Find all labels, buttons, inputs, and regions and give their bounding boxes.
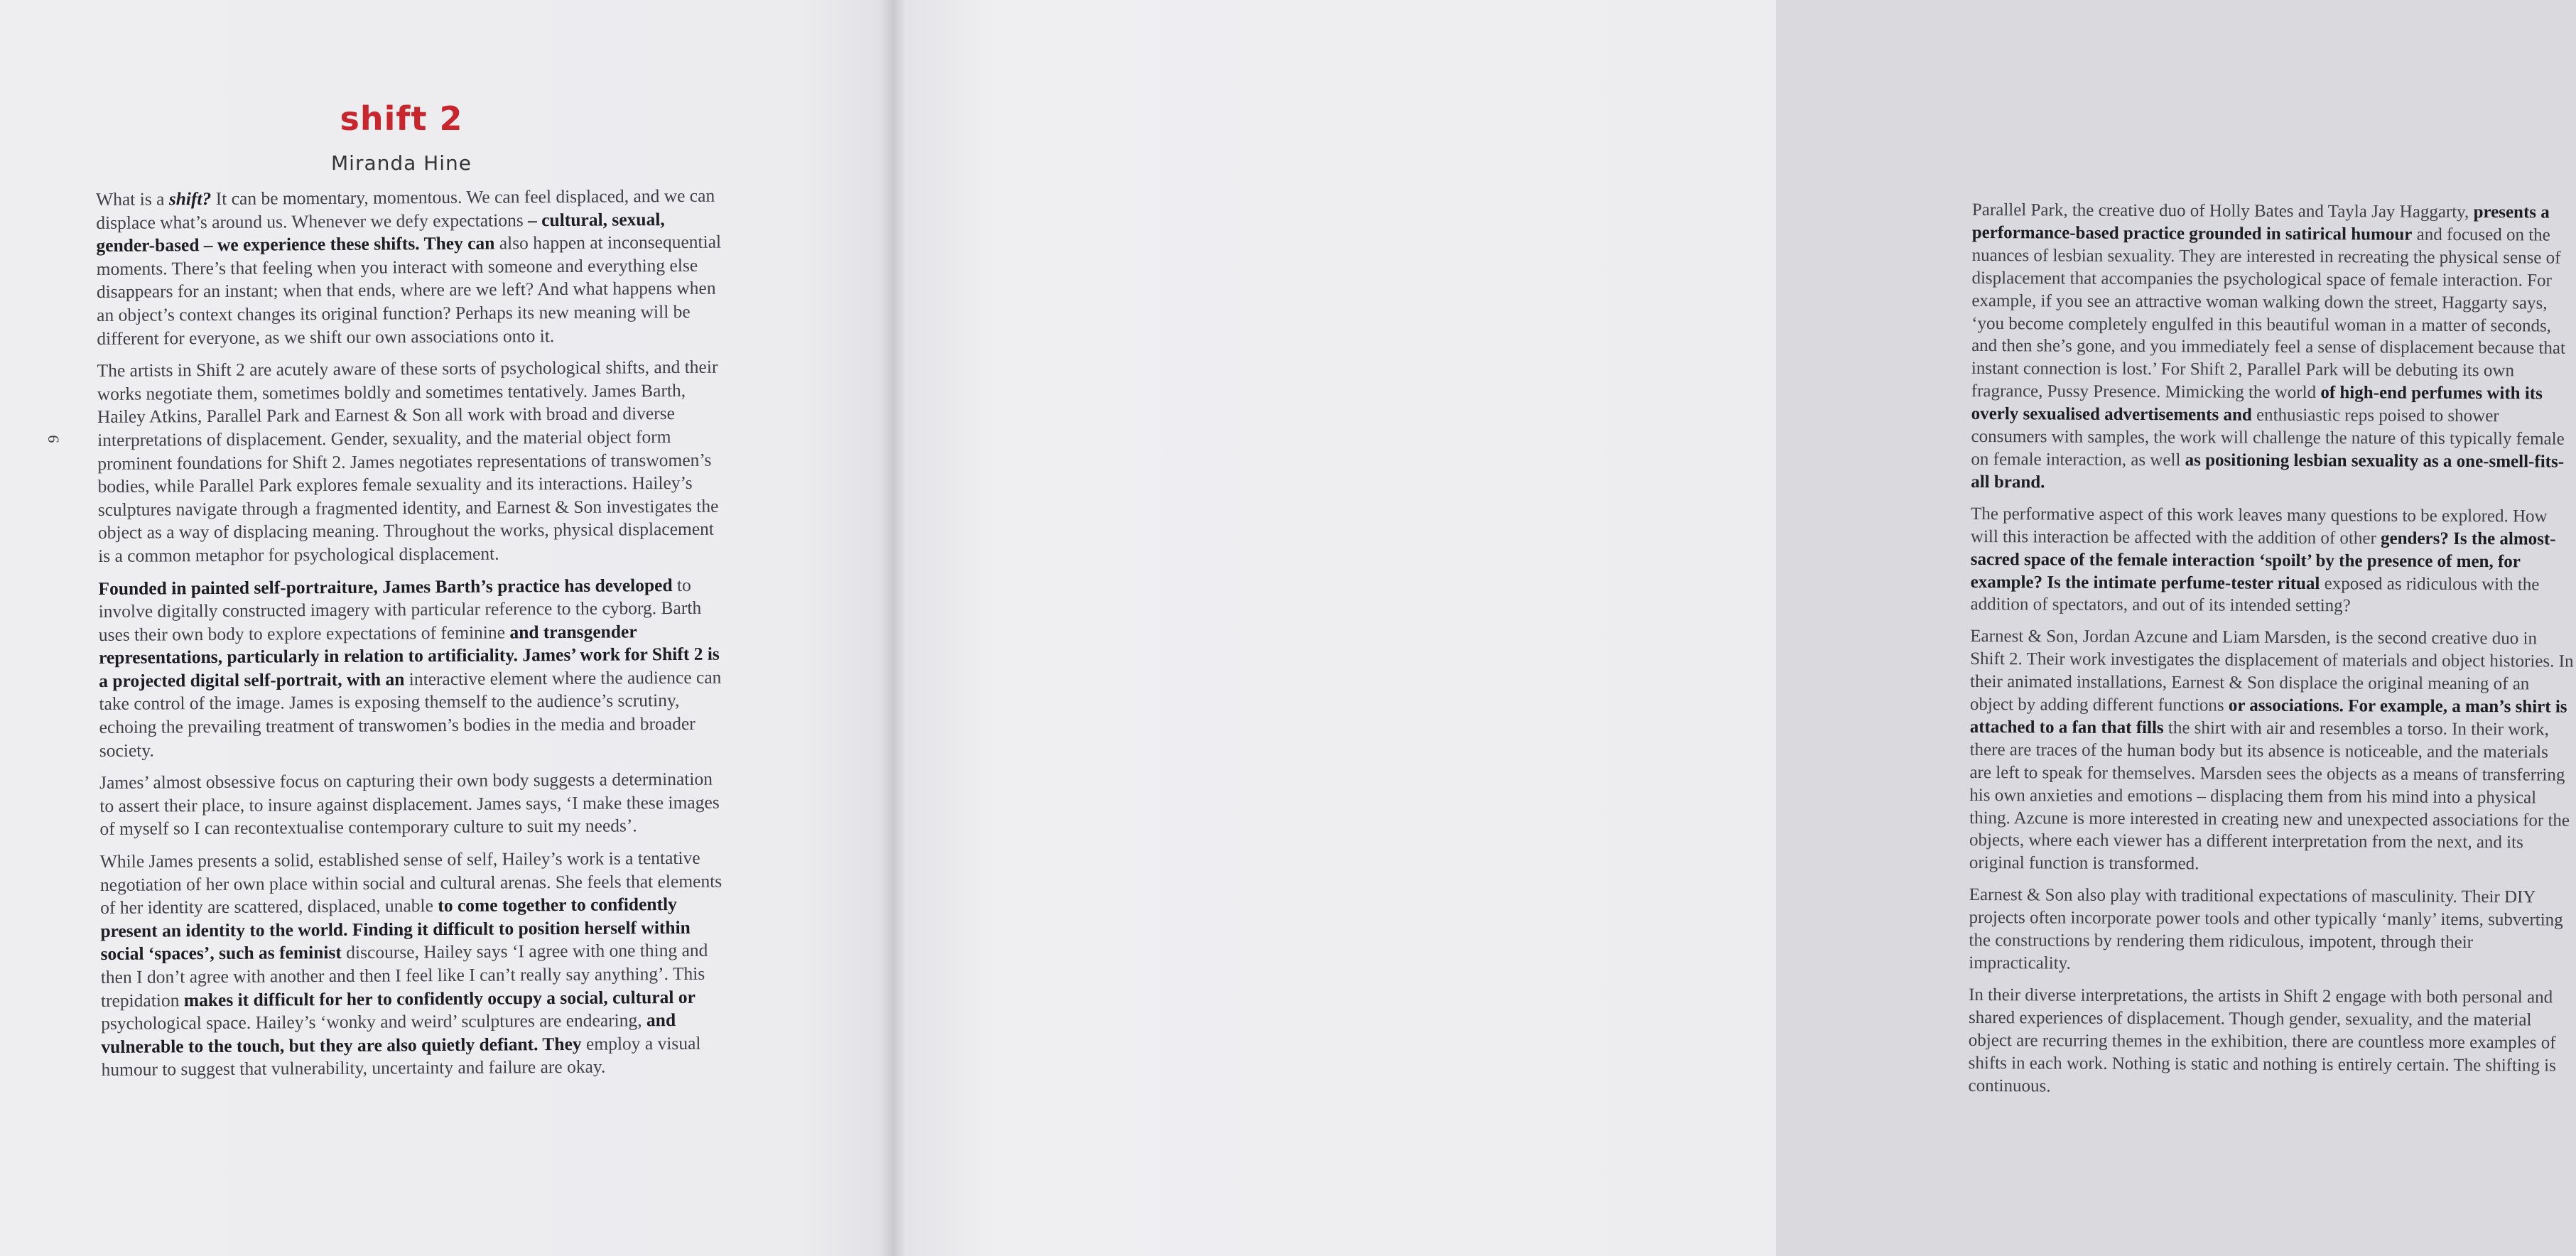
bold-text (169, 188, 212, 209)
bold-text: as positioning lesbian sexuality as a one-smell-fits-all brand. (1971, 450, 2565, 492)
bold-text: and transgender representations, particularly in relation to artificiality. James’ work for Shift 2 is a projected digital self-portrait, with an (98, 621, 720, 691)
bold-text: – cultural, sexual, gender-based – we experience these shifts. They can (96, 208, 665, 256)
text-run: enthusiastic reps poised to shower consumers with samples, the work will challenge the nature of this typically female on female interaction, as well (1971, 405, 2565, 470)
text-run: The performative aspect of this work leaves many questions to be explored. How will this interaction be affected with the addition of other (1970, 504, 2548, 548)
bold-text: to come together to confidently present an identity to the world. Finding it difficult to position herself within social ‘spaces’, such as feminist (100, 894, 691, 965)
text-run: Earnest & Son also play with traditional expectations of masculinity. Their DIY projects often incorporate power tools and other typically ‘manly’ items, subverting the constructions by rendering them ridiculous, impotent, through their impracticality. (1969, 885, 2563, 973)
text-run: to involve digitally constructed imagery with particular reference to the cyborg. Barth uses their own body to explore expectations of feminine (98, 574, 702, 645)
body-paragraph (1969, 625, 2575, 877)
article-author: Miranda Hine (331, 151, 472, 175)
bold-text: or associations. For example, a man’s shirt is attached to a fan that fills (1969, 695, 2567, 738)
right-body-text (1968, 199, 2576, 1100)
text-run: In their diverse interpretations, the artists in Shift 2 engage with both personal and shared experiences of displacement. Though gender, sexuality, and the material object are recurring themes in the exhibition, there are countless more examples of shifts in each work. Nothing is static and nothing is entirely certain. The shifting is continuous. (1968, 985, 2556, 1096)
bold-text: presents a performance-based practice grounded in satirical humour (1971, 202, 2550, 244)
text-run: psychological space. Hailey’s ‘wonky and weird’ sculptures are endearing, (101, 1009, 647, 1034)
text-run: Earnest & Son, Jordan Azcune and Liam Marsden, is the second creative duo in Shift 2. Their work investigates the displacement of materials and object histories. In their animated installations, Earnest & Son displace the original meaning of an object by adding different functions (1969, 627, 2574, 715)
page-number: 9 (44, 435, 63, 443)
text-run: employ a visual humour to suggest that vulnerability, uncertainty and failure are okay. (101, 1032, 701, 1081)
text-run: also happen at inconsequential moments. There’s that feeling when you interact with someone and everything else disappears for an instant; when that ends, where are we left? And what happens when an object’s context changes its original function? Perhaps its new meaning will be different for everyone, as we shift our own associations onto it. (96, 231, 722, 349)
body-paragraph (1969, 884, 2573, 977)
bold-text: Founded in painted self-portraiture, James Barth’s practice has developed (98, 574, 673, 599)
text-run: the shirt with air and resembles a torso. In their work, there are traces of the human body but its absence is noticeable, and the materials are left to speak for themselves. Marsden sees the objects as a means of transferring his own anxieties and emotions – displacing them from his mind into a physical thing. Azcune is more interested in creating new and unexpected associations for the objects, where each viewer has a different interpretation from the next, and its original function is transformed. (1969, 718, 2570, 874)
text-run: interactive element where the audience can take control of the image. James is exposing themself to the audience’s scrutiny, echoing the prevailing treatment of transwomen’s bodies in the media and broader society. (99, 666, 722, 761)
left-page (0, 0, 888, 1256)
text-run: James’ almost obsessive focus on capturing their own body suggests a determination to assert their place, to insure against displacement. James says, ‘I make these images of myself so I can recontextualise contemporary culture to suit my needs’. (99, 768, 720, 840)
left-body-text (96, 185, 727, 1082)
body-paragraph (97, 356, 723, 568)
article-title: shift 2 (340, 99, 463, 138)
text-run: What is a (96, 188, 169, 210)
body-paragraph (98, 573, 725, 762)
text-run: While James presents a solid, established sense of self, Hailey’s work is a tentative negotiation of her own place within social and cultural arenas. She feels that elements of her identity are scattered, displaced, unable (99, 847, 723, 919)
text-run: Parallel Park, the creative duo of Holly Bates and Tayla Jay Haggarty, (1971, 200, 2474, 222)
text-run: The artists in Shift 2 are acutely aware of these sorts of psychological shifts, and their works negotiate them, sometimes boldly and sometimes tentatively. James Barth, Hailey Atkins, Parallel Park and Earnest & Son all work with broad and diverse interpretations of displacement. Gender, sexuality, and the material object form prominent foundations for Shift 2. James negotiates representations of transwomen’s bodies, while Parallel Park explores female sexuality and its interactions. Hailey’s sculptures navigate through a fragmented identity, and Earnest & Son investigates the object as a way of displacing meaning. Throughout the works, physical displacement is a common metaphor for psychological displacement. (97, 356, 719, 566)
text-run: It can be momentary, momentous. We can feel displaced, and we can displace what’s around us. Whenever we defy expectations (96, 185, 715, 233)
bold-text: makes it difficult for her to confidently occupy a social, cultural or (183, 986, 696, 1010)
bold-text: of high-end perfumes with its overly sexualised advertisements and (1971, 383, 2543, 425)
body-paragraph (100, 847, 727, 1082)
text-run: exposed as ridiculous with the addition of spectators, and out of its intended setting? (1970, 573, 2540, 616)
text-run: and focused on the nuances of lesbian sexuality. They are interested in recreating the physical sense of displacement that accompanies the psychological space of female interaction. For example, if you see an attractive woman walking down the street, Haggarty says, ‘you become completely engulfed in this beautiful woman in a matter of seconds, and then she’s gone, and you immediately feel a sense of displacement because that instant connection is lost.’ For Shift 2, Parallel Park will be debuting its own fragrance, Pussy Presence. Mimicking the world (1971, 224, 2565, 403)
body-paragraph (1971, 199, 2576, 496)
emphasis-text: shift? (168, 188, 212, 210)
body-paragraph (99, 768, 725, 841)
bold-text: and vulnerable to the touch, but they are also quietly defiant. They (101, 1009, 676, 1057)
body-paragraph (96, 185, 722, 351)
right-page (895, 0, 2574, 1256)
bold-text: genders? Is the almost-sacred space of the female interaction ‘spoilt’ by the presence of men, for example? Is the intimate perfume-tester ritual (1970, 529, 2556, 593)
text-run: discourse, Hailey says ‘I agree with one thing and then I don’t agree with another and then I feel like I can’t really say anything’. This trepidation (100, 940, 708, 1011)
body-paragraph (1968, 984, 2572, 1100)
body-paragraph (1970, 503, 2575, 619)
